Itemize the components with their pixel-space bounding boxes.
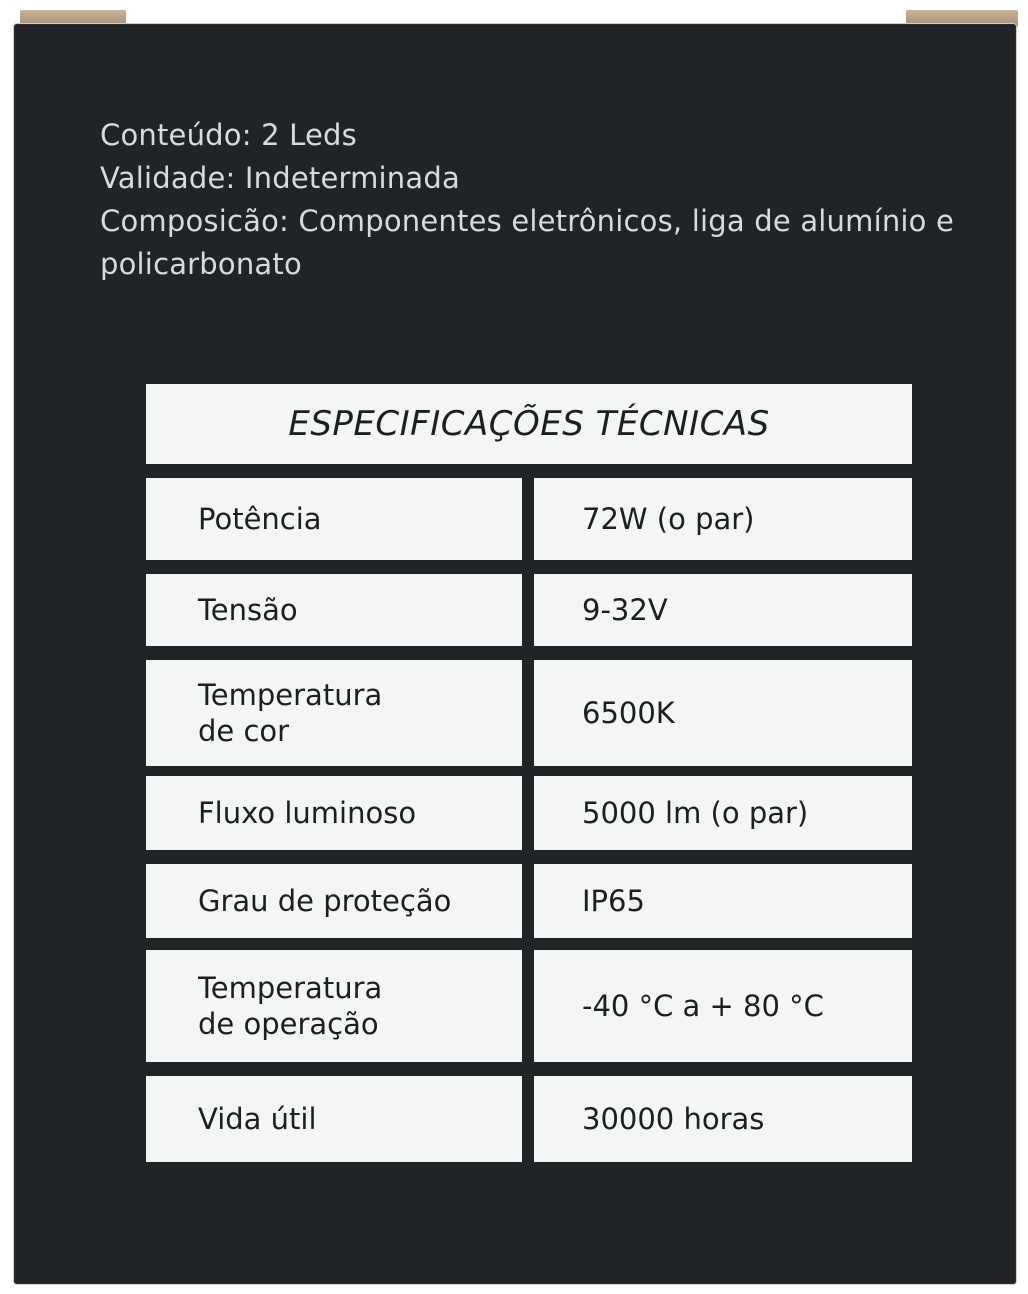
spec-value-protection: IP65 — [534, 864, 912, 938]
spec-value-power: 72W (o par) — [534, 478, 912, 560]
spec-value-lifespan: 30000 horas — [534, 1076, 912, 1162]
spec-label-operating-temp: Temperatura de operação — [146, 950, 522, 1062]
spec-value-color-temp: 6500K — [534, 660, 912, 766]
spec-label-luminous-flux: Fluxo luminoso — [146, 776, 522, 850]
spec-label-voltage: Tensão — [146, 574, 522, 646]
product-info — [100, 114, 980, 286]
spec-label-power: Potência — [146, 478, 522, 560]
spec-value-luminous-flux: 5000 lm (o par) — [534, 776, 912, 850]
content-line: Conteúdo: 2 Leds — [100, 118, 357, 152]
validity-line: Validade: Indeterminada — [100, 161, 460, 195]
specs-title: ESPECIFICAÇÕES TÉCNICAS — [146, 384, 912, 464]
composition-line-cont: policarbonato — [100, 247, 302, 281]
spec-label-lifespan: Vida útil — [146, 1076, 522, 1162]
spec-label-color-temp: Temperatura de cor — [146, 660, 522, 766]
composition-line: Composicão: Componentes eletrônicos, liga de alumínio e — [100, 204, 955, 238]
spec-label-protection: Grau de proteção — [146, 864, 522, 938]
spec-value-operating-temp: -40 °C a + 80 °C — [534, 950, 912, 1062]
spec-value-voltage: 9-32V — [534, 574, 912, 646]
